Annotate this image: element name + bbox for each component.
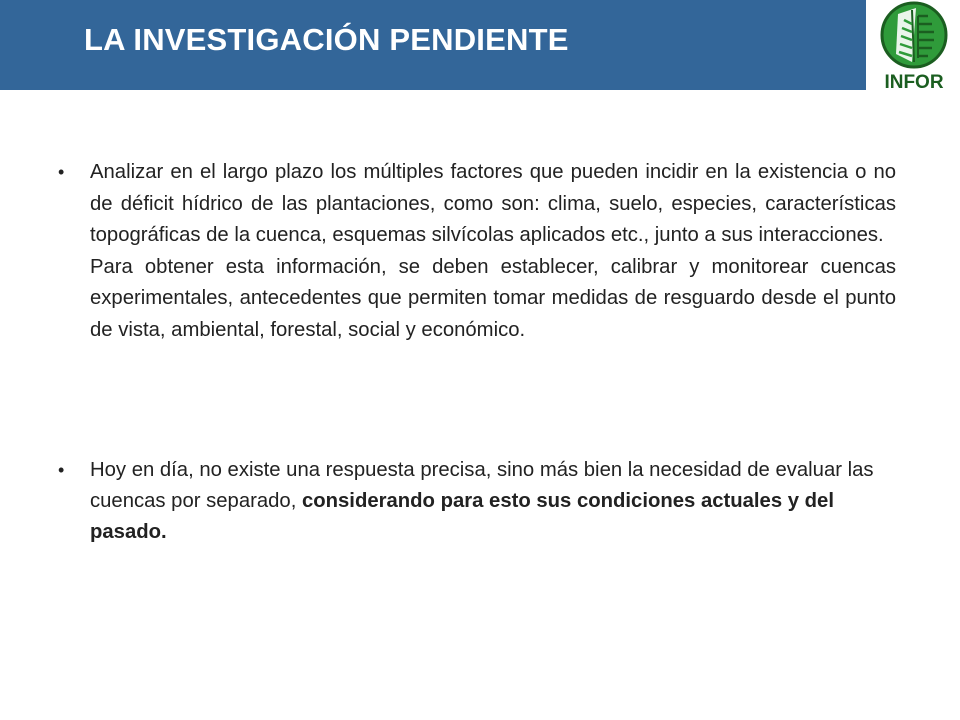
bullet-icon: • — [58, 162, 65, 182]
bullet-text: Hoy en día, no existe una respuesta precisa, sino más bien la necesidad de evaluar las cuencas por separado, — [90, 459, 874, 512]
logo-text: INFOR — [884, 72, 944, 92]
page-title: LA INVESTIGACIÓN PENDIENTE — [84, 22, 569, 57]
bullet-bold-text: considerando para esto sus condiciones actuales y del pasado. — [90, 490, 834, 543]
header-bar — [0, 0, 866, 90]
bullet-item — [58, 157, 896, 346]
infor-logo — [868, 0, 960, 92]
bullet-paragraph: Para obtener esta información, se deben establecer, calibrar y monitorear cuencas experimentales, antecedentes que permiten tomar medidas de resguardo desde el punto de vista, ambiental, forestal, social y económico. — [90, 255, 896, 341]
bullet-item — [58, 455, 896, 548]
bullet-paragraph — [90, 455, 896, 548]
slide-content — [58, 157, 896, 548]
bullet-paragraph: Analizar en el largo plazo los múltiples factores que pueden incidir en la existencia o no de déficit hídrico de las plantaciones, como son: clima, suelo, especies, características topográficas de la cuenca, esquemas silvícolas aplicados etc., junto a sus interacciones. — [90, 161, 896, 246]
bullet-icon: • — [58, 460, 65, 480]
tree-leaf-icon — [868, 0, 960, 92]
